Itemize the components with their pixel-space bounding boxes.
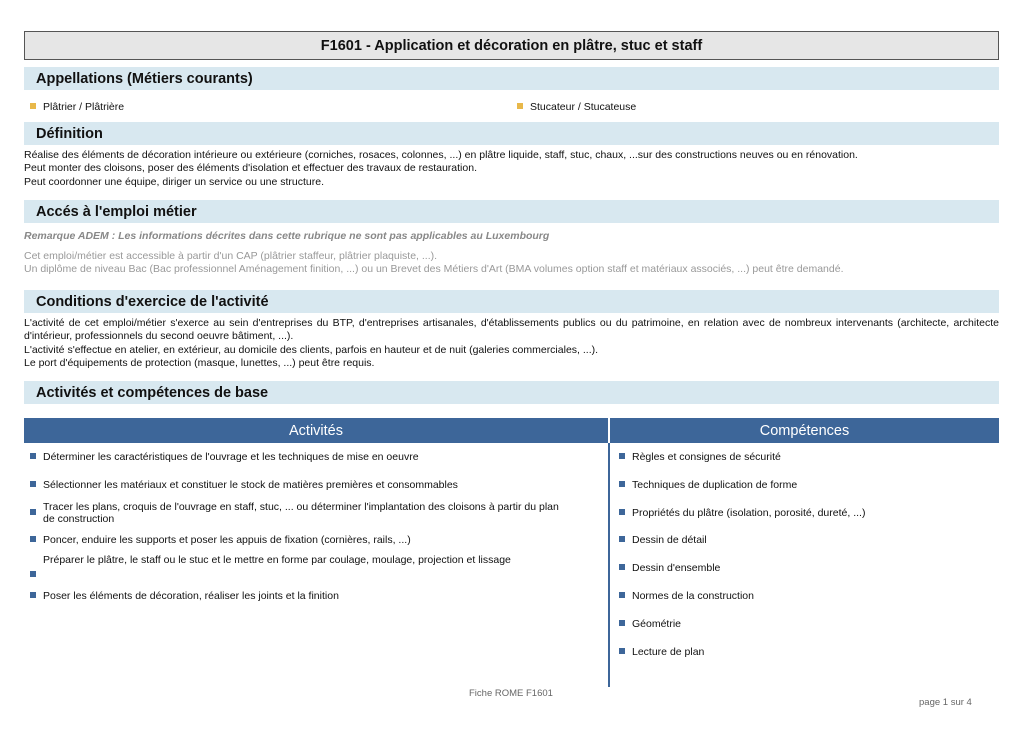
- conditions-line: L'activité s'effectue en atelier, en extérieur, au domicile des clients, parfois en hauteur et de nuit (galeries commerciales, ...).: [24, 343, 599, 356]
- activite-label: Préparer le plâtre, le staff ou le stuc et le mettre en forme par coulage, moulage, projection et lissage: [43, 554, 511, 566]
- appellation-label: Plâtrier / Plâtrière: [43, 101, 125, 113]
- appellation-item: [517, 101, 636, 114]
- activite-item: [30, 589, 560, 603]
- activite-item: [30, 554, 560, 580]
- appellation-item: [30, 101, 124, 114]
- square-bullet-icon: [30, 509, 36, 515]
- activite-label: Sélectionner les matériaux et constituer le stock de matières premières et consommables: [43, 479, 458, 491]
- page-title: [24, 31, 999, 60]
- column-divider: [608, 443, 610, 687]
- column-header-text: Activités: [289, 422, 343, 439]
- acces-line: Cet emploi/métier est accessible à partir d'un CAP (plâtrier staffeur, plâtrier plaquiste, ...).: [24, 250, 438, 262]
- competence-item: [619, 645, 704, 659]
- competence-item: [619, 617, 681, 631]
- appellation-label: Stucateur / Stucateuse: [530, 101, 637, 113]
- square-bullet-icon: [30, 481, 36, 487]
- competence-item: [619, 478, 797, 492]
- square-bullet-icon: [30, 453, 36, 459]
- conditions-line: L'activité de cet emploi/métier s'exerce au sein d'entreprises du BTP, d'entreprises artisanales, d'établissements publics ou du patrimoine, en relation avec de nombreux intervenants (architecte, architecte d'intérieur, professionnels du second oeuvre bâtiment, ...).: [24, 317, 999, 343]
- section-activites-heading: [24, 381, 999, 404]
- section-heading-text: Appellations (Métiers courants): [36, 70, 253, 87]
- conditions-text: [24, 317, 999, 370]
- section-conditions-heading: [24, 290, 999, 313]
- activite-label: Poser les éléments de décoration, réaliser les joints et la finition: [43, 590, 339, 602]
- section-definition-heading: [24, 122, 999, 145]
- competence-item: [619, 506, 865, 520]
- square-bullet-icon: [619, 564, 625, 570]
- activite-item: [30, 450, 560, 464]
- competence-label: Techniques de duplication de forme: [632, 479, 798, 491]
- square-bullet-icon: [619, 481, 625, 487]
- activite-label: Tracer les plans, croquis de l'ouvrage en staff, stuc, ... ou déterminer l'implantation des cloisons à partir du plan de construction: [43, 501, 559, 525]
- square-bullet-icon: [30, 103, 36, 109]
- activite-label: Poncer, enduire les supports et poser les appuis de fixation (cornières, rails, ...): [43, 534, 411, 546]
- competence-label: Propriétés du plâtre (isolation, porosité, dureté, ...): [632, 507, 866, 519]
- competence-label: Dessin d'ensemble: [632, 562, 721, 574]
- section-heading-text: Définition: [36, 125, 103, 142]
- adem-remark: Remarque ADEM : Les informations décrites dans cette rubrique ne sont pas applicables au Luxembourg: [24, 230, 550, 242]
- square-bullet-icon: [30, 592, 36, 598]
- section-heading-text: Conditions d'exercice de l'activité: [36, 293, 269, 310]
- competence-label: Lecture de plan: [632, 646, 705, 658]
- activite-item: [30, 500, 560, 526]
- column-header-competences: [610, 418, 999, 443]
- conditions-line: Le port d'équipements de protection (masque, lunettes, ...) peut être requis.: [24, 356, 375, 369]
- section-acces-heading: [24, 200, 999, 223]
- activite-item: [30, 478, 560, 492]
- section-appellations-heading: [24, 67, 999, 90]
- definition-line: Réalise des éléments de décoration intérieure ou extérieure (corniches, rosaces, colonnes, ...) en plâtre liquide, staff, stuc, chaux, ...sur des constructions neuves ou en rénovation.: [24, 149, 858, 161]
- column-header-activites: [24, 418, 608, 443]
- competence-item: [619, 533, 707, 547]
- square-bullet-icon: [30, 536, 36, 542]
- definition-line: Peut coordonner une équipe, diriger un service ou une structure.: [24, 175, 325, 188]
- square-bullet-icon: [619, 620, 625, 626]
- footer-fiche: Fiche ROME F1601: [469, 688, 553, 699]
- square-bullet-icon: [517, 103, 523, 109]
- page-title-text: F1601 - Application et décoration en plâtre, stuc et staff: [320, 37, 703, 54]
- competence-item: [619, 561, 720, 575]
- footer-page-number: page 1 sur 4: [919, 697, 972, 708]
- acces-line: Un diplôme de niveau Bac (Bac professionnel Aménagement finition, ...) ou un Brevet des Métiers d'Art (BMA volumes option staff et matériaux associés, ...) peut être demandé.: [24, 263, 844, 276]
- activite-item: [30, 533, 560, 547]
- competence-label: Géométrie: [632, 618, 682, 630]
- square-bullet-icon: [30, 571, 36, 577]
- square-bullet-icon: [619, 648, 625, 654]
- definition-line: Peut monter des cloisons, poser des éléments d'isolation et effectuer des travaux de restauration.: [24, 162, 477, 175]
- competence-item: [619, 450, 781, 464]
- square-bullet-icon: [619, 509, 625, 515]
- activite-label: Déterminer les caractéristiques de l'ouvrage et les techniques de mise en oeuvre: [43, 451, 419, 463]
- square-bullet-icon: [619, 592, 625, 598]
- acces-text: [24, 250, 999, 277]
- competence-label: Dessin de détail: [632, 534, 707, 546]
- competence-label: Normes de la construction: [632, 590, 754, 602]
- square-bullet-icon: [619, 453, 625, 459]
- section-heading-text: Accés à l'emploi métier: [36, 203, 197, 220]
- section-heading-text: Activités et compétences de base: [36, 384, 269, 401]
- competence-item: [619, 589, 754, 603]
- competence-label: Règles et consignes de sécurité: [632, 451, 781, 463]
- square-bullet-icon: [619, 536, 625, 542]
- definition-text: [24, 149, 999, 189]
- column-header-text: Compétences: [759, 422, 850, 439]
